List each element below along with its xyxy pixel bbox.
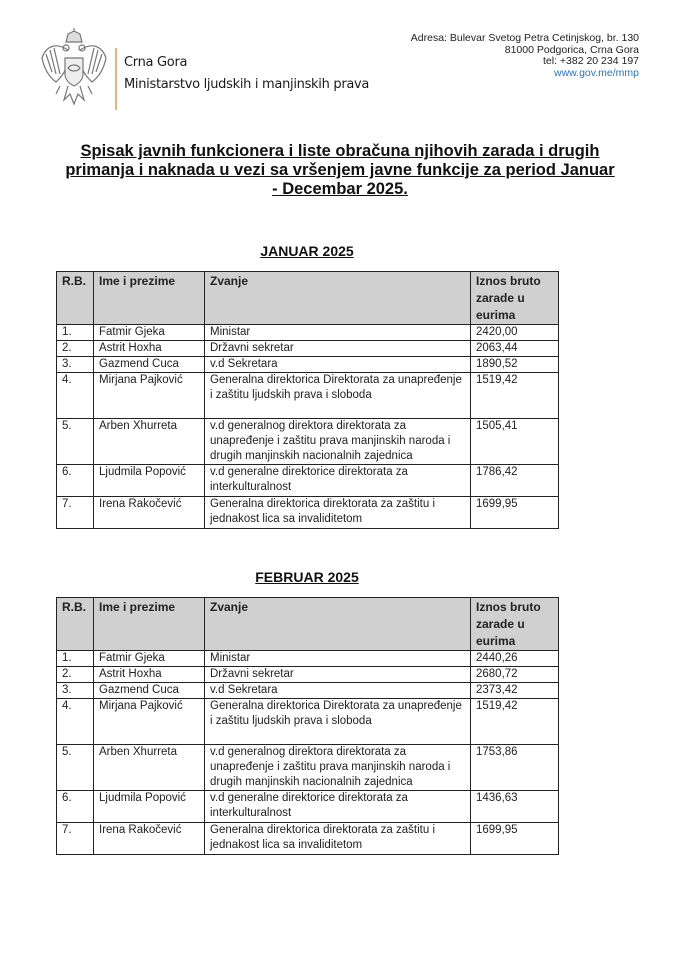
title-line-3: - Decembar 2025. xyxy=(272,180,408,198)
table-row xyxy=(57,667,559,683)
cell-rb: 1. xyxy=(57,325,94,341)
cell-title: Državni sekretar xyxy=(205,341,471,357)
column-header-name: Ime i prezime xyxy=(94,272,205,325)
table-header-row xyxy=(57,272,559,325)
month-title-januar: JANUAR 2025 xyxy=(260,243,354,259)
cell-name: Irena Rakočević xyxy=(94,823,205,855)
cell-title: Generalna direktorica direktorata za zaštitu i jednakost lica sa invaliditetom xyxy=(205,497,471,529)
address-street: Adresa: Bulevar Svetog Petra Cetinjskog, br. 130 xyxy=(410,32,639,44)
cell-name: Ljudmila Popović xyxy=(94,791,205,823)
ministry-name: Ministarstvo ljudskih i manjinskih prava xyxy=(124,77,370,92)
title-line-2: primanja i naknada u vezi sa vršenjem javne funkcije za period Januar xyxy=(65,161,615,179)
cell-rb: 5. xyxy=(57,745,94,791)
column-header-name: Ime i prezime xyxy=(94,598,205,651)
cell-rb: 6. xyxy=(57,791,94,823)
cell-rb: 5. xyxy=(57,419,94,465)
cell-amount: 1699,95 xyxy=(471,497,559,529)
table-row xyxy=(57,745,559,791)
cell-rb: 2. xyxy=(57,341,94,357)
organization-name xyxy=(124,52,369,96)
cell-rb: 7. xyxy=(57,823,94,855)
table-row xyxy=(57,497,559,529)
title-line-1: Spisak javnih funkcionera i liste obračuna njihovih zarada i drugih xyxy=(80,142,600,160)
cell-amount: 1890,52 xyxy=(471,357,559,373)
table-row xyxy=(57,419,559,465)
cell-amount: 1786,42 xyxy=(471,465,559,497)
salary-table-januar xyxy=(56,271,559,529)
table-row xyxy=(57,683,559,699)
cell-name: Astrit Hoxha xyxy=(94,341,205,357)
header-divider xyxy=(115,48,117,110)
cell-name: Gazmend Cuca xyxy=(94,357,205,373)
cell-title: Državni sekretar xyxy=(205,667,471,683)
cell-name: Fatmir Gjeka xyxy=(94,325,205,341)
cell-amount: 1436,63 xyxy=(471,791,559,823)
cell-rb: 4. xyxy=(57,699,94,745)
table-row xyxy=(57,325,559,341)
cell-amount: 1753,86 xyxy=(471,745,559,791)
cell-rb: 4. xyxy=(57,373,94,419)
cell-amount: 2440,26 xyxy=(471,651,559,667)
cell-amount: 1519,42 xyxy=(471,373,559,419)
address-phone: tel: +382 20 234 197 xyxy=(542,55,639,67)
cell-name: Mirjana Pajković xyxy=(94,373,205,419)
cell-title: v.d generalnog direktora direktorata za unapređenje i zaštitu prava manjinskih naroda i drugih manjinskih nacionalnih zajednica xyxy=(205,419,471,465)
cell-name: Gazmend Cuca xyxy=(94,683,205,699)
montenegro-coat-of-arms-icon xyxy=(38,28,110,108)
cell-name: Ljudmila Popović xyxy=(94,465,205,497)
cell-title: v.d generalne direktorice direktorata za interkulturalnost xyxy=(205,791,471,823)
cell-title: Generalna direktorica direktorata za zaštitu i jednakost lica sa invaliditetom xyxy=(205,823,471,855)
cell-title: Generalna direktorica Direktorata za unapređenje i zaštitu ljudskih prava i sloboda xyxy=(205,699,471,745)
contact-address xyxy=(411,33,639,79)
cell-rb: 6. xyxy=(57,465,94,497)
cell-amount: 2373,42 xyxy=(471,683,559,699)
cell-title: v.d generalne direktorice direktorata za interkulturalnost xyxy=(205,465,471,497)
cell-name: Arben Xhurreta xyxy=(94,419,205,465)
cell-rb: 1. xyxy=(57,651,94,667)
cell-name: Fatmir Gjeka xyxy=(94,651,205,667)
table-row xyxy=(57,823,559,855)
cell-amount: 2420,00 xyxy=(471,325,559,341)
cell-title: Ministar xyxy=(205,651,471,667)
month-title-februar: FEBRUAR 2025 xyxy=(255,569,359,585)
cell-rb: 3. xyxy=(57,357,94,373)
table-header-row xyxy=(57,598,559,651)
cell-amount: 2680,72 xyxy=(471,667,559,683)
table-row xyxy=(57,651,559,667)
cell-amount: 2063,44 xyxy=(471,341,559,357)
table-row xyxy=(57,357,559,373)
table-row xyxy=(57,791,559,823)
cell-title: Generalna direktorica Direktorata za unapređenje i zaštitu ljudskih prava i sloboda xyxy=(205,373,471,419)
cell-title: v.d Sekretara xyxy=(205,683,471,699)
column-header-rb: R.B. xyxy=(57,598,94,651)
column-header-amount: Iznos bruto zarade u eurima xyxy=(471,272,559,325)
column-header-title: Zvanje xyxy=(205,272,471,325)
cell-name: Astrit Hoxha xyxy=(94,667,205,683)
document-title xyxy=(50,142,630,199)
cell-amount: 1505,41 xyxy=(471,419,559,465)
cell-name: Mirjana Pajković xyxy=(94,699,205,745)
table-row xyxy=(57,699,559,745)
column-header-amount: Iznos bruto zarade u eurima xyxy=(471,598,559,651)
table-row xyxy=(57,465,559,497)
cell-title: v.d Sekretara xyxy=(205,357,471,373)
column-header-rb: R.B. xyxy=(57,272,94,325)
cell-amount: 1699,95 xyxy=(471,823,559,855)
table-row xyxy=(57,373,559,419)
cell-amount: 1519,42 xyxy=(471,699,559,745)
cell-title: v.d generalnog direktora direktorata za unapređenje i zaštitu prava manjinskih naroda i drugih manjinskih nacionalnih zajednica xyxy=(205,745,471,791)
salary-table-februar xyxy=(56,597,559,855)
cell-rb: 2. xyxy=(57,667,94,683)
address-city: 81000 Podgorica, Crna Gora xyxy=(504,43,639,56)
column-header-title: Zvanje xyxy=(205,598,471,651)
cell-name: Arben Xhurreta xyxy=(94,745,205,791)
table-row xyxy=(57,341,559,357)
cell-rb: 3. xyxy=(57,683,94,699)
cell-name: Irena Rakočević xyxy=(94,497,205,529)
country-name: Crna Gora xyxy=(124,55,188,70)
cell-rb: 7. xyxy=(57,497,94,529)
website-link[interactable]: www.gov.me/mmp xyxy=(554,66,639,79)
cell-title: Ministar xyxy=(205,325,471,341)
